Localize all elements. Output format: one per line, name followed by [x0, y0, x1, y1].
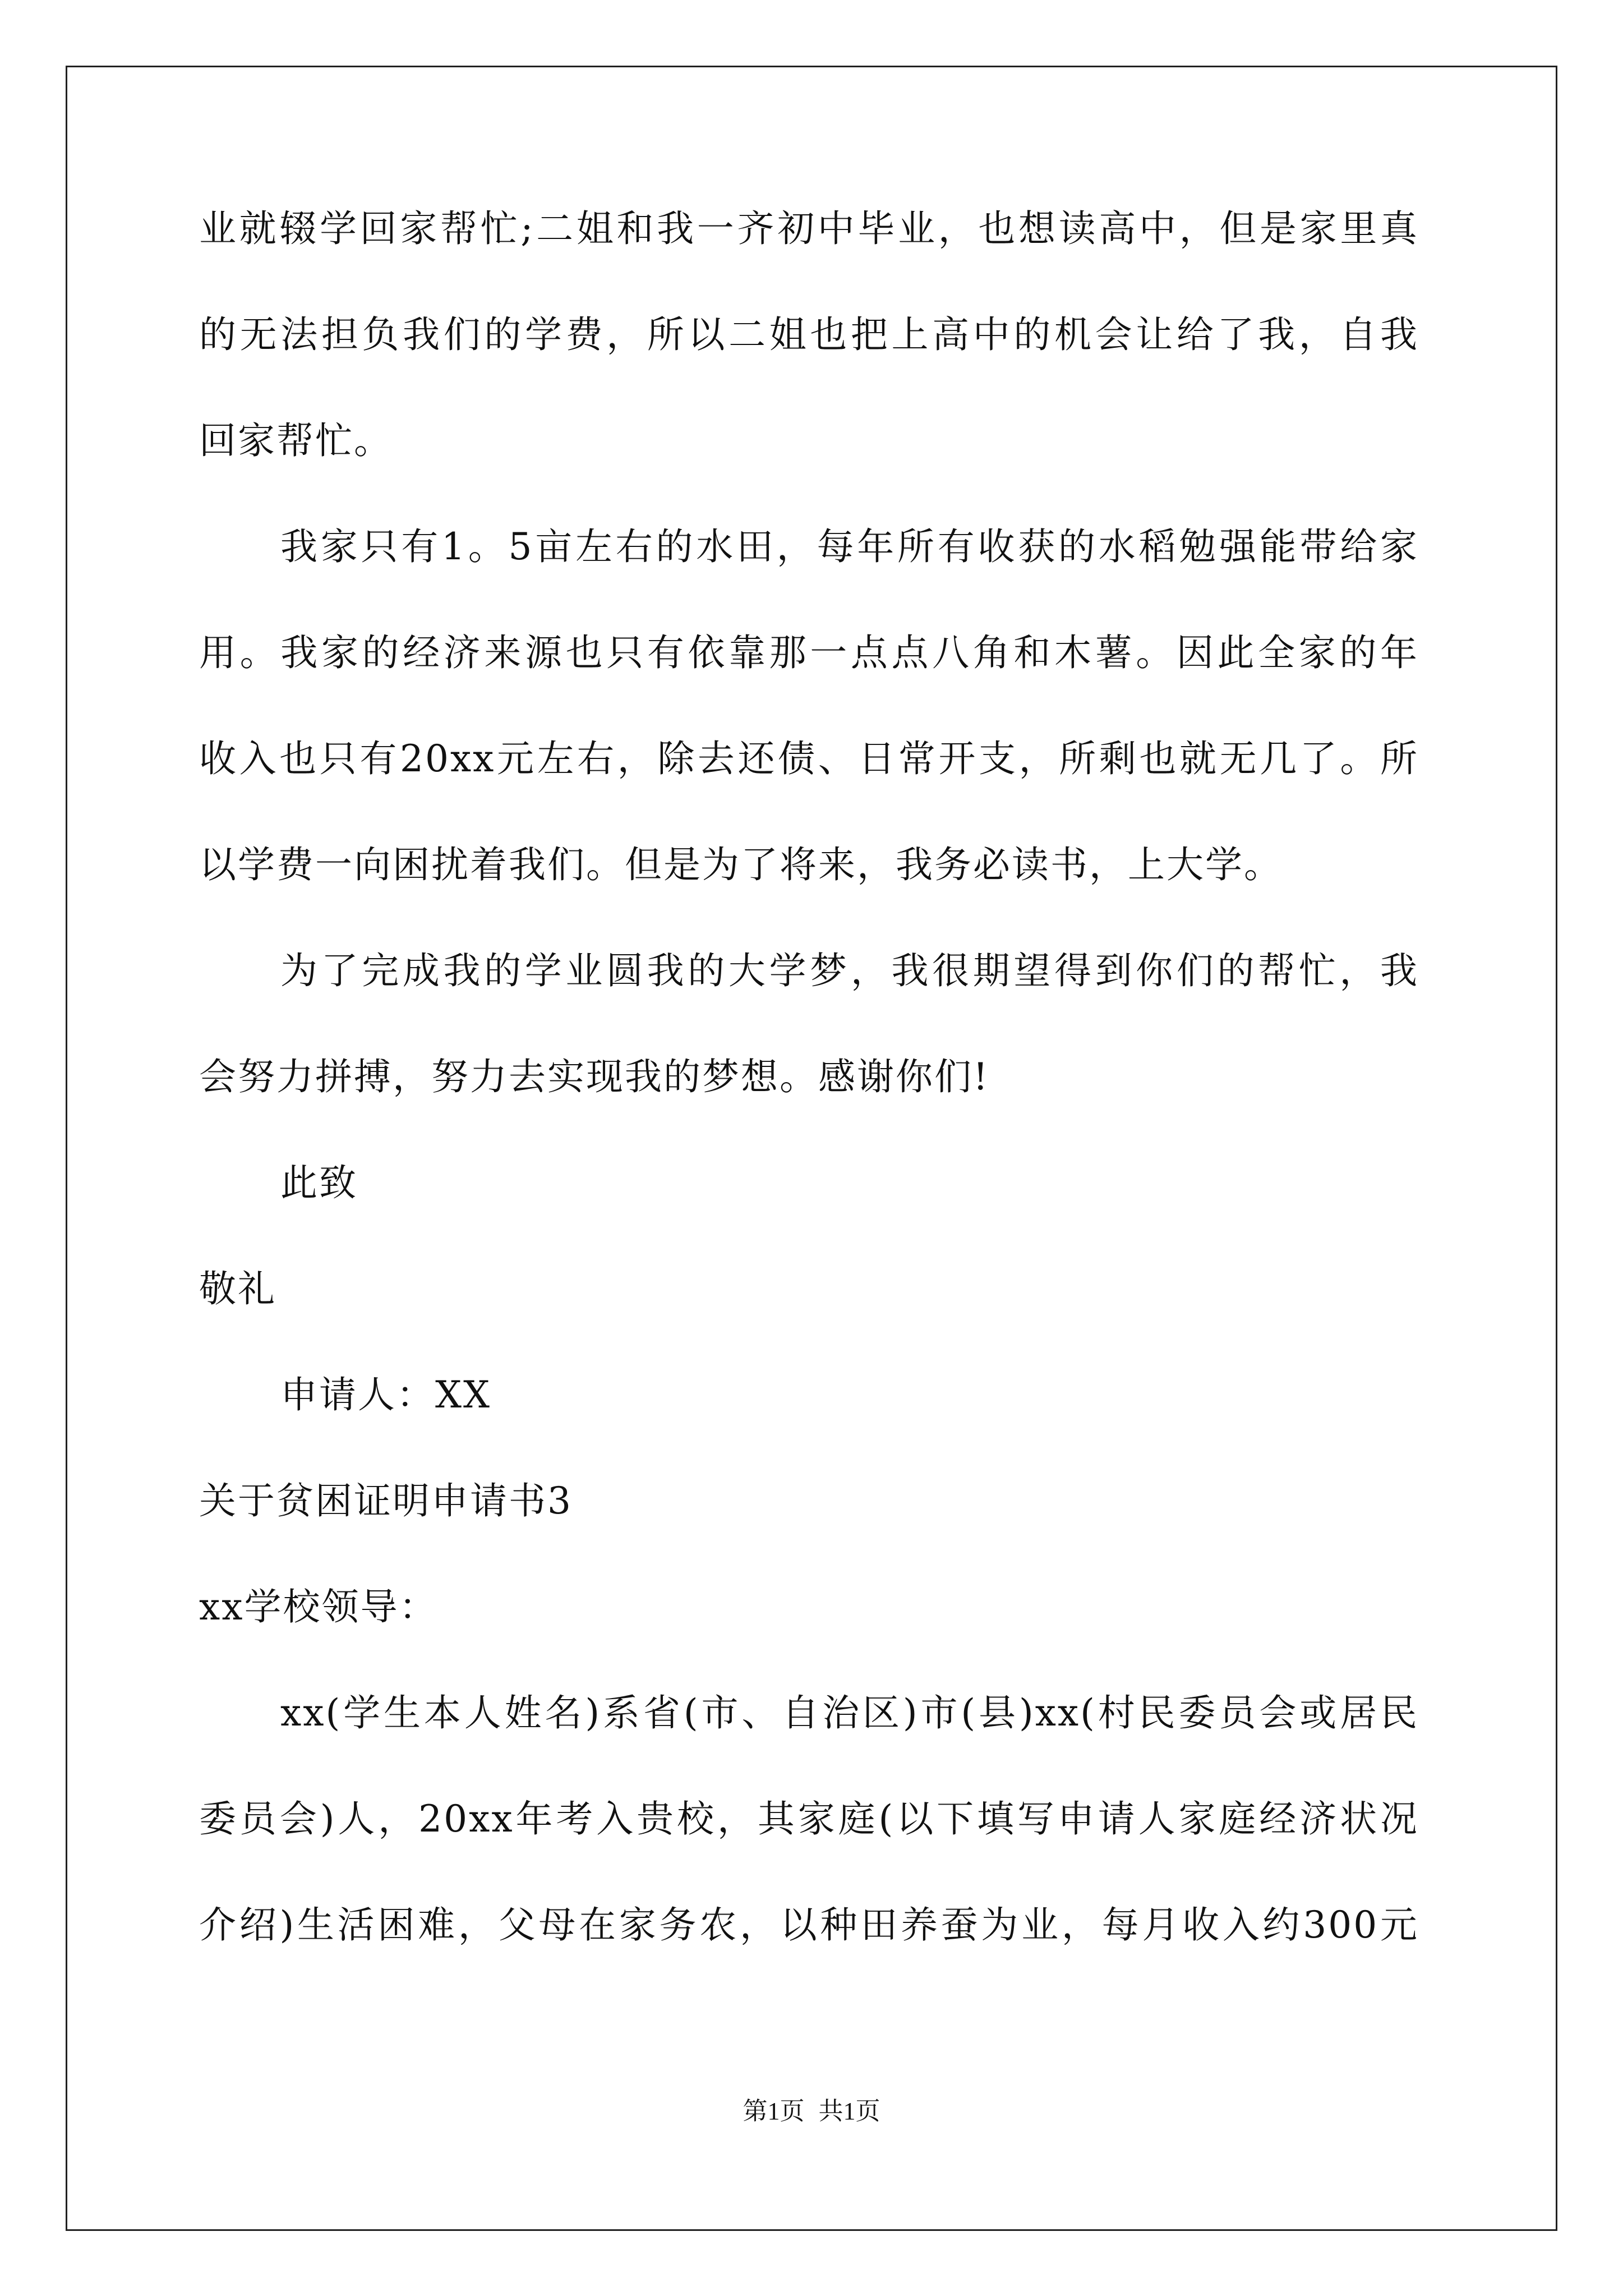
signature-line: 申请人：XX	[280, 1373, 491, 1416]
text-line: 我家只有1。5亩左右的水田，每年所有收获的水稻勉强能带给家	[280, 525, 1419, 568]
text-line: 业就辍学回家帮忙;二姐和我一齐初中毕业，也想读高中，但是家里真	[199, 207, 1419, 250]
section-title: 关于贫困证明申请书3	[199, 1479, 573, 1522]
closing-line: 敬礼	[199, 1267, 276, 1310]
text-line: 委员会)人，20xx年考入贵校，其家庭(以下填写申请人家庭经济状况	[199, 1797, 1419, 1841]
text-line: 用。我家的经济来源也只有依靠那一点点八角和木薯。因此全家的年	[199, 631, 1419, 674]
text-line: 介绍)生活困难，父母在家务农，以种田养蚕为业，每月收入约300元	[199, 1903, 1419, 1947]
text-line: 收入也只有20xx元左右，除去还债、日常开支，所剩也就无几了。所	[199, 737, 1419, 780]
text-line: xx(学生本人姓名)系省(市、自治区)市(县)xx(村民委员会或居民	[280, 1691, 1419, 1734]
text-line: 回家帮忙。	[199, 419, 393, 462]
text-line: 以学费一向困扰着我们。但是为了将来，我务必读书，上大学。	[199, 843, 1283, 886]
document-body	[199, 208, 1419, 2010]
page-footer: 第1页 共1页	[743, 2097, 880, 2125]
salutation-line: 此致	[280, 1161, 358, 1204]
text-line: 会努力拼搏，努力去实现我的梦想。感谢你们!	[199, 1055, 990, 1098]
text-line: 为了完成我的学业圆我的大学梦，我很期望得到你们的帮忙，我	[280, 949, 1419, 992]
addressee-line: xx学校领导：	[199, 1585, 438, 1628]
text-line: 的无法担负我们的学费，所以二姐也把上高中的机会让给了我，自我	[199, 313, 1419, 356]
